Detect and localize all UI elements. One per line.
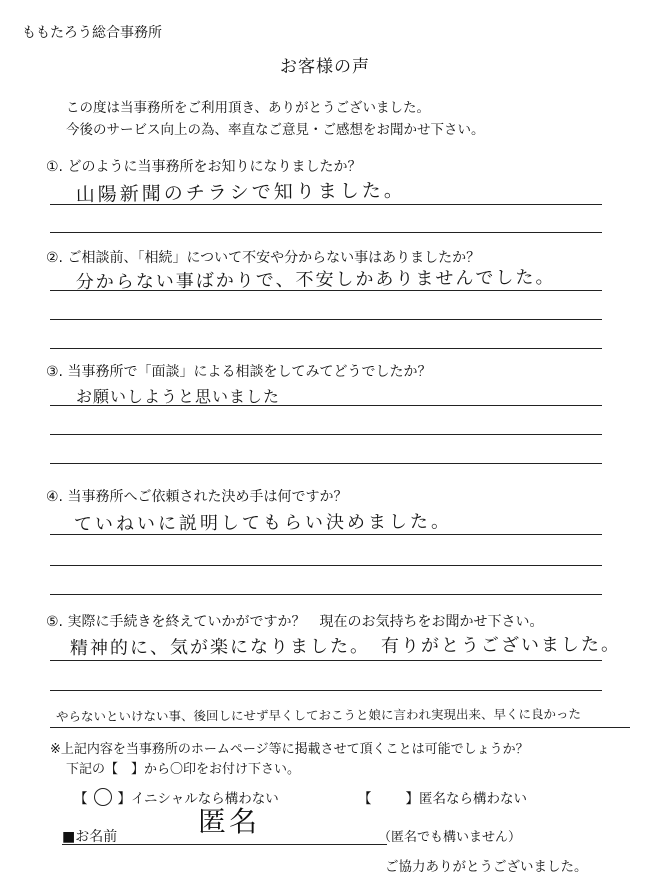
page-title: お客様の声 xyxy=(280,57,370,77)
question-4-answer: ていねいに説明してもらい決めました。 xyxy=(73,511,452,535)
answer-line xyxy=(50,594,602,595)
circle-mark-icon xyxy=(94,788,112,806)
thanks-message: ご協力ありがとうございました。 xyxy=(385,859,588,875)
publication-notice: ※上記内容を当事務所のホームページ等に掲載させて頂くことは可能でしょうか？ xyxy=(50,742,529,757)
name-value[interactable]: 匿名 xyxy=(198,805,261,838)
answer-line xyxy=(50,727,630,728)
question-3-answer: お願いしようと思いました xyxy=(76,387,281,406)
question-2-answer: 分からない事ばかりで、不安しかありませんでした。 xyxy=(75,266,556,294)
question-1-label: ①. どのように当事務所をお知りになりましたか？ xyxy=(46,159,362,175)
name-label: ■お名前 xyxy=(62,829,118,845)
office-name: ももたろう総合事務所 xyxy=(22,25,162,41)
answer-line xyxy=(50,405,602,406)
answer-line xyxy=(50,290,602,291)
answer-line xyxy=(50,660,602,661)
answer-line xyxy=(50,463,602,464)
question-3-label: ③. 当事務所で「面談」による相談をしてみてどうでしたか？ xyxy=(46,364,432,380)
name-underline xyxy=(62,844,387,845)
option-initial-bracket: 【 xyxy=(74,791,88,807)
question-5-answer: 精神的に、気が楽になりました。 有りがとうございました。 xyxy=(69,634,621,659)
option-initial-label: 】イニシャルなら構わない xyxy=(117,791,279,807)
answer-line xyxy=(50,319,602,320)
publication-instruction: 下記の【 】から〇印をお付け下さい。 xyxy=(66,762,301,777)
answer-line xyxy=(50,434,602,435)
option-anonymous-bracket: 【 xyxy=(358,791,372,807)
intro-line-1: この度は当事務所をご利用頂き、ありがとうございました。 xyxy=(66,100,430,116)
answer-line xyxy=(50,348,602,349)
question-2-label: ②. ご相談前、「相続」について不安や分からない事はありましたか？ xyxy=(46,250,481,266)
answer-line xyxy=(50,690,602,691)
answer-line xyxy=(50,565,602,566)
option-anonymous[interactable] xyxy=(358,787,527,807)
question-4-label: ④. 当事務所へご依頼された決め手は何ですか？ xyxy=(46,489,348,505)
answer-line xyxy=(50,204,602,205)
question-1-answer: 山陽新聞のチラシで知りました。 xyxy=(75,179,406,207)
answer-line xyxy=(50,534,602,535)
name-note: （匿名でも構いません） xyxy=(378,830,522,845)
question-5-label: ⑤. 実際に手続きを終えていかがですか？ 現在のお気持ちをお聞かせ下さい。 xyxy=(46,614,544,630)
answer-line xyxy=(50,232,602,233)
intro-line-2: 今後のサービス向上の為、率直なご意見・ご感想をお聞かせ下さい。 xyxy=(66,122,485,138)
option-anonymous-label: 】匿名なら構わない xyxy=(405,791,527,807)
question-5-answer-continued: やらないといけない事、後回しにせず早くしておこうと娘に言われ実現出来、早くに良かった xyxy=(55,706,582,724)
